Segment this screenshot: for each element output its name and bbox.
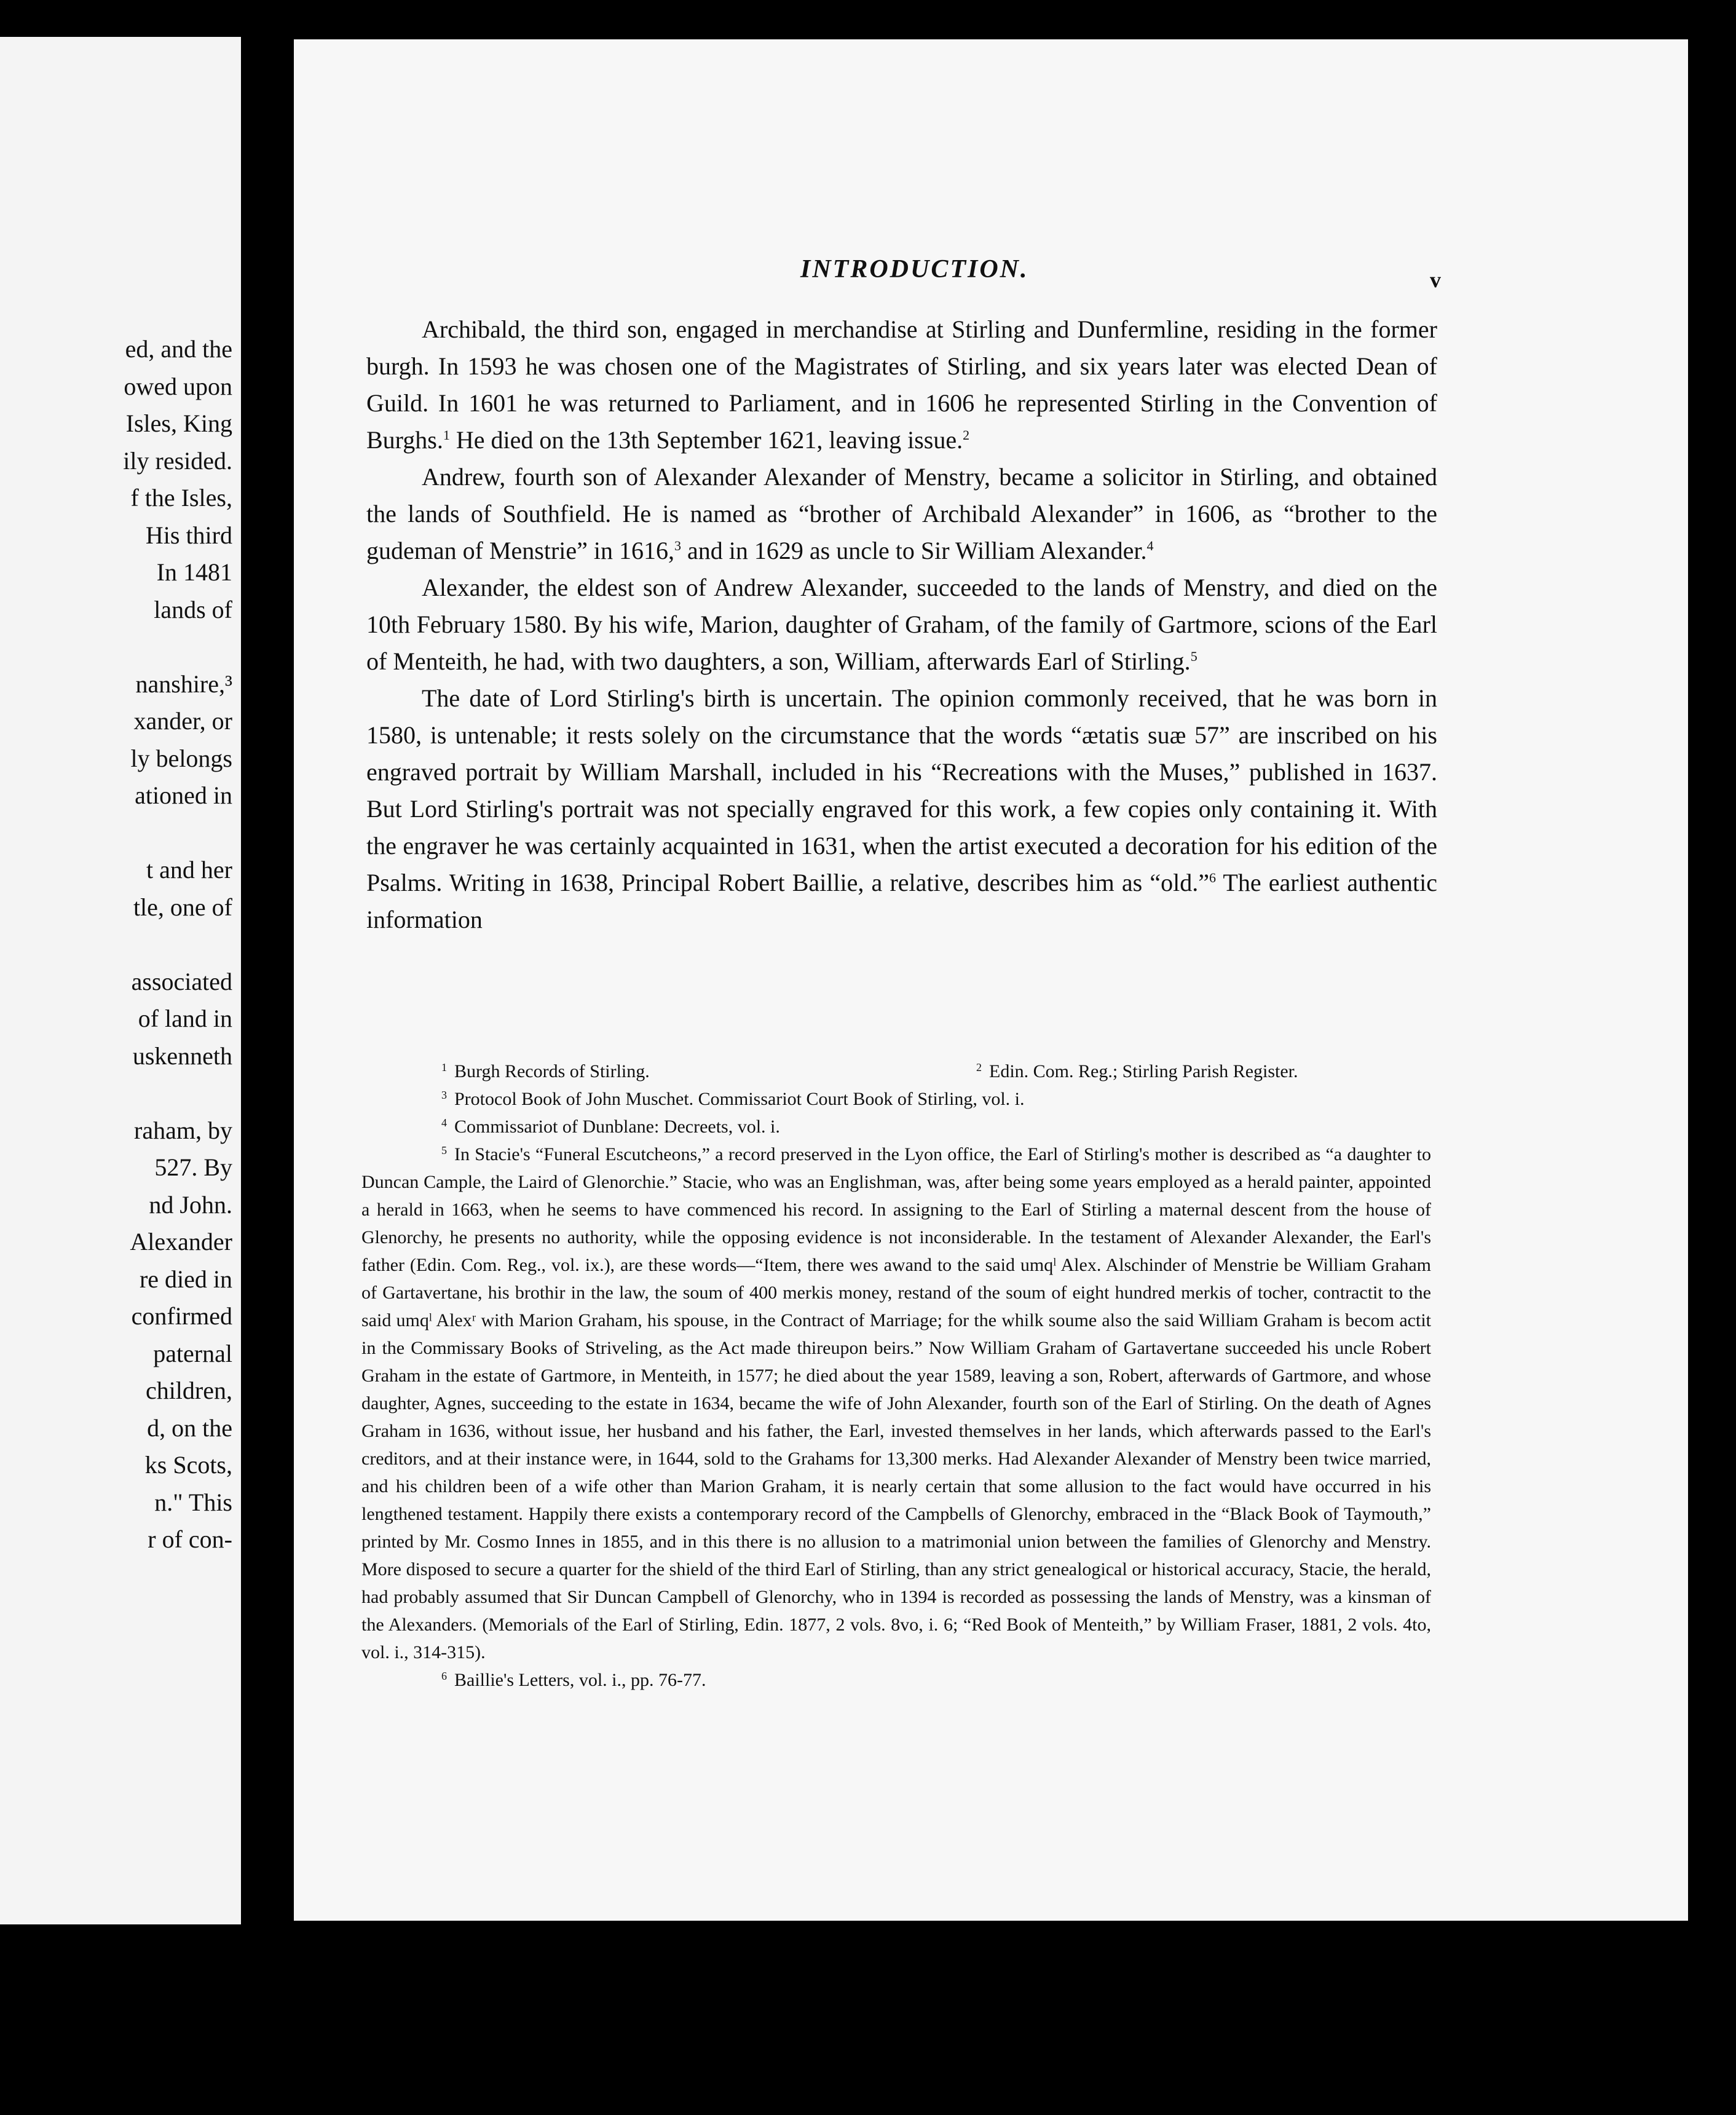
footnote-row bbox=[361, 1058, 1431, 1085]
left-page bbox=[0, 37, 241, 1924]
left-page-line: Alexander bbox=[130, 1228, 232, 1255]
left-page-line: children, bbox=[145, 1377, 232, 1404]
left-page-line: tle, one of bbox=[133, 893, 232, 921]
footnote-4: $^4$ Commissariot of Dunblane: Decreets, vol. i. bbox=[441, 1117, 780, 1137]
footnote-ref[interactable]: 5 bbox=[1190, 649, 1197, 664]
footnote-ref[interactable]: 1 bbox=[443, 427, 450, 443]
footnote-1: $^1$ Burgh Records of Stirling. bbox=[441, 1061, 650, 1081]
left-page-line: ationed in bbox=[135, 781, 232, 809]
running-header: INTRODUCTION. bbox=[800, 255, 1029, 283]
left-page-line: Isles, King bbox=[125, 409, 232, 437]
paragraph: Andrew, fourth son of Alexander Alexander of Menstry, became a solicitor in Stirling, and obtained the lands of Southfield. He is named as “brother of Archibald Alexander” in 1606, as “brother to the gudeman of Menstrie” in 1616,$^3$ and in 1629 as uncle to Sir William Alexander.$^4$ bbox=[366, 463, 1437, 564]
left-page-line bbox=[0, 1075, 232, 1112]
left-page-line: owed upon bbox=[124, 372, 232, 400]
footnote-5: $^5$ In Stacie's “Funeral Escutcheons,” a record preserved in the Lyon office, the Earl of Stirling's mother is described as “a daughter to Duncan Cample, the Laird of Glenorchie.” Stacie, who was an Englishman, was, after being some years employed as a herald painter, appointed a herald in 1663, when he seems to have commenced his record. In assigning to the Earl of Stirling a maternal descent from the house of Glenorchy, he presents no authority, while the opposing evidence is not inconsiderable. In the testament of Alexander Alexander, the Earl's father (Edin. Com. Reg., vol. ix.), are these words—“Item, there wes awand to the said umqˡ Alex. Alschinder of Menstrie be William Graham of Gartavertane, his brothir in the law, the soum of 400 merkis money, restand of the soum of eight hundred merkis of tocher, contractit to the said umqˡ Alexʳ with Marion Graham, his spouse, in the Contract of Marriage; for the whilk soume also the said William Graham is becom actit in the Commissary Books of Striveling, as the Act made thireupon beirs.” Now William Graham of Gartavertane succeeded his uncle Robert Graham in the estate of Gartmore, in Menteith, in 1577; he died about the year 1589, leaving a son, Robert, afterwards of Gartmore, and whose daughter, Agnes, succeeding to the estate in 1634, became the wife of John Alexander, fourth son of the Earl of Stirling. On the death of Agnes Graham in 1636, without issue, her husband and his father, the Earl, invested themselves in her lands, which afterwards passed to the Earl's creditors, and at their instance were, in 1644, sold to the Grahams for 13,300 merks. Had Alexander Alexander of Menstry been twice married, and his children been of a wife other than Marion Graham, it is nearly certain that some allusion to the fact would have occurred in his lengthened testament. Happily there exists a contemporary record of the Campbells of Glenorchy, embraced in the “Black Book of Taymouth,” printed by Mr. Cosmo Innes in 1855, and in this there is no allusion to a matrimonial union between the families of Glenorchy and Menstry. More disposed to secure a quarter for the shield of the third Earl of Stirling, than any strict genealogical or historical accuracy, Stacie, the herald, had probably assumed that Sir Duncan Campbell of Glenorchy, who in 1394 is recorded as possessing the lands of Menstry, was a kinsman of the Alexanders. (Memorials of the Earl of Stirling, Edin. 1877, 2 vols. 8vo, i. 6; “Red Book of Menteith,” by William Fraser, 1881, 2 vols. 4to, vol. i., 314-315). bbox=[361, 1144, 1431, 1662]
left-page-line: confirmed bbox=[131, 1302, 232, 1330]
left-page-line: In 1481 bbox=[156, 558, 232, 586]
left-page-line: d, on the bbox=[147, 1413, 232, 1442]
footnote-ref[interactable]: 3 bbox=[674, 538, 681, 553]
paragraph: Alexander, the eldest son of Andrew Alexander, succeeded to the lands of Menstry, and died on the 10th February 1580. By his wife, Marion, daughter of Graham, of the family of Gartmore, scions of the Earl of Menteith, he had, with two daughters, a son, William, afterwards Earl of Stirling.$^5$ bbox=[366, 574, 1437, 675]
left-page-text bbox=[0, 331, 232, 1559]
footnote-2: $^2$ Edin. Com. Reg.; Stirling Parish Register. bbox=[976, 1061, 1298, 1081]
body-text bbox=[366, 311, 1437, 938]
footnote-6: $^6$ Baillie's Letters, vol. i., pp. 76-77. bbox=[441, 1670, 706, 1690]
left-page-line: xander, or bbox=[133, 707, 232, 735]
footnote-3: $^3$ Protocol Book of John Muschet. Commissariot Court Book of Stirling, vol. i. bbox=[441, 1089, 1025, 1109]
left-page-line: raham, by bbox=[134, 1116, 232, 1144]
left-page-line: nd John. bbox=[149, 1190, 232, 1219]
left-page-line: His third bbox=[145, 521, 232, 549]
left-page-line bbox=[0, 926, 232, 963]
left-page-line: of land in bbox=[138, 1005, 232, 1032]
left-page-line bbox=[0, 628, 232, 666]
paragraph: The date of Lord Stirling's birth is uncertain. The opinion commonly received, that he was born in 1580, is untenable; it rests solely on the circumstance that the words “ætatis suæ 57” are inscribed on his engraved portrait by William Marshall, included in his “Recreations with the Muses,” published in 1637. But Lord Stirling's portrait was not specially engraved for this work, a few copies only containing it. With the engraver he was certainly acquainted in 1631, when the artist executed a decoration for his edition of the Psalms. Writing in 1638, Principal Robert Baillie, a relative, describes him as “old.”$^6$ The earliest authentic information bbox=[366, 684, 1437, 933]
left-page-line: 527. By bbox=[154, 1153, 232, 1181]
paragraph: Archibald, the third son, engaged in merchandise at Stirling and Dunfermline, residing in the former burgh. In 1593 he was chosen one of the Magistrates of Stirling, and six years later was elected Dean of Guild. In 1601 he was returned to Parliament, and in 1606 he represented Stirling in the Convention of Burghs.$^1$ He died on the 13th September 1621, leaving issue.$^2$ bbox=[366, 315, 1437, 454]
left-page-line: re died in bbox=[139, 1265, 232, 1293]
footnote-ref[interactable]: 4 bbox=[1146, 538, 1154, 553]
left-page-line: f the Isles, bbox=[130, 484, 232, 512]
left-page-line: r of con- bbox=[148, 1525, 232, 1553]
footnote-ref[interactable]: 2 bbox=[963, 427, 970, 443]
left-page-line: lands of bbox=[154, 595, 232, 623]
left-page-line bbox=[0, 815, 232, 852]
left-page-line: ed, and the bbox=[125, 335, 232, 363]
page-number: v bbox=[1430, 267, 1441, 292]
footnotes bbox=[361, 1058, 1431, 1694]
left-page-line: ly belongs bbox=[130, 744, 232, 772]
left-page-line: t and her bbox=[146, 856, 232, 884]
left-page-line: paternal bbox=[153, 1339, 232, 1367]
left-page-line: uskenneth bbox=[132, 1042, 232, 1070]
left-page-line: associated bbox=[131, 967, 232, 995]
footnote-ref[interactable]: 6 bbox=[1209, 870, 1216, 885]
left-page-line: n." This bbox=[154, 1488, 232, 1516]
left-page-line: ily resided. bbox=[123, 446, 232, 475]
left-page-line: nanshire,³ bbox=[135, 670, 232, 698]
left-page-line: ks Scots, bbox=[144, 1451, 232, 1479]
